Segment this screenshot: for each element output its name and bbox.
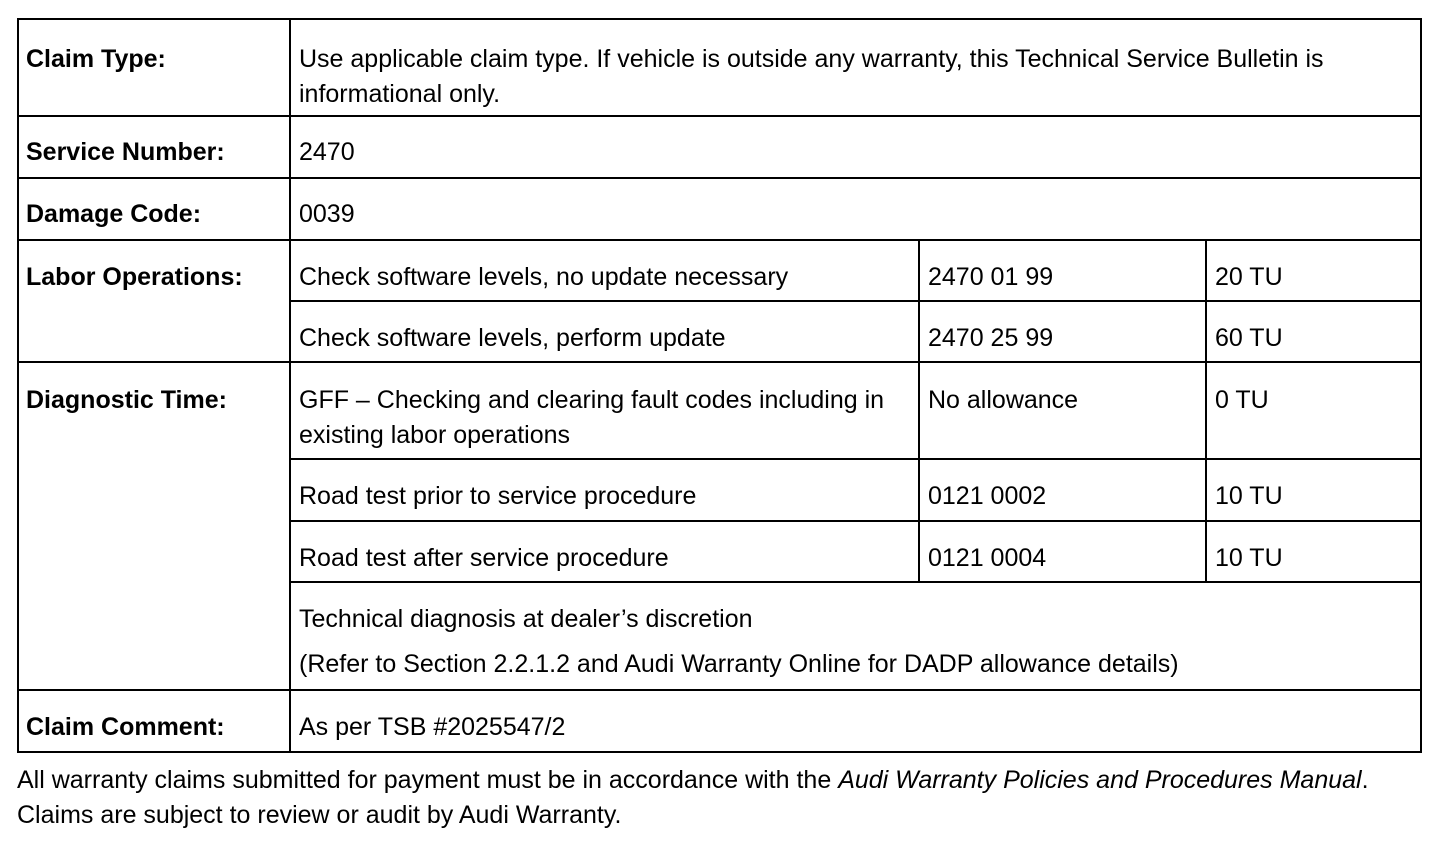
warranty-footer-note xyxy=(17,763,1420,833)
warranty-claim-table xyxy=(17,18,1422,753)
claim-type-row xyxy=(18,19,1421,116)
diagnostic-code: No allowance xyxy=(919,362,1206,459)
technical-diagnosis-text: Technical diagnosis at dealer’s discretion xyxy=(299,605,753,633)
claim-type-label: Claim Type: xyxy=(18,19,290,116)
manual-title: Audi Warranty Policies and Procedures Manual xyxy=(838,766,1362,794)
technical-diagnosis-note: (Refer to Section 2.2.1.2 and Audi Warranty Online for DADP allowance details) xyxy=(299,650,1179,678)
labor-operation-code: 2470 01 99 xyxy=(919,240,1206,301)
claim-comment-label: Claim Comment: xyxy=(18,690,290,752)
diagnostic-code: 0121 0002 xyxy=(919,459,1206,521)
labor-operation-time: 60 TU xyxy=(1206,301,1421,362)
diagnostic-description: GFF – Checking and clearing fault codes including in existing labor operations xyxy=(290,362,919,459)
labor-operation-description: Check software levels, perform update xyxy=(290,301,919,362)
labor-operation-code: 2470 25 99 xyxy=(919,301,1206,362)
damage-code-row xyxy=(18,178,1421,240)
footer-text-after: . Claims are subject to review or audit by Audi Warranty. xyxy=(17,766,1369,829)
service-number-row xyxy=(18,116,1421,178)
service-number-value: 2470 xyxy=(290,116,1421,178)
diagnostic-time-value: 10 TU xyxy=(1206,459,1421,521)
diagnostic-description: Road test after service procedure xyxy=(290,521,919,582)
technical-diagnosis-cell xyxy=(290,582,1421,690)
diagnostic-code: 0121 0004 xyxy=(919,521,1206,582)
damage-code-label: Damage Code: xyxy=(18,178,290,240)
diagnostic-time-value: 0 TU xyxy=(1206,362,1421,459)
claim-comment-row xyxy=(18,690,1421,752)
diagnostic-row xyxy=(18,362,1421,459)
diagnostic-description: Road test prior to service procedure xyxy=(290,459,919,521)
footer-text-before: All warranty claims submitted for payment must be in accordance with the xyxy=(17,766,839,794)
damage-code-value: 0039 xyxy=(290,178,1421,240)
service-number-label: Service Number: xyxy=(18,116,290,178)
diagnostic-time-label: Diagnostic Time: xyxy=(18,362,290,690)
claim-comment-value: As per TSB #2025547/2 xyxy=(290,690,1421,752)
claim-type-value: Use applicable claim type. If vehicle is outside any warranty, this Technical Service Bulletin is informational only. xyxy=(290,19,1421,116)
labor-operations-label: Labor Operations: xyxy=(18,240,290,362)
labor-operation-description: Check software levels, no update necessary xyxy=(290,240,919,301)
labor-operation-time: 20 TU xyxy=(1206,240,1421,301)
diagnostic-time-value: 10 TU xyxy=(1206,521,1421,582)
labor-operation-row xyxy=(18,240,1421,301)
